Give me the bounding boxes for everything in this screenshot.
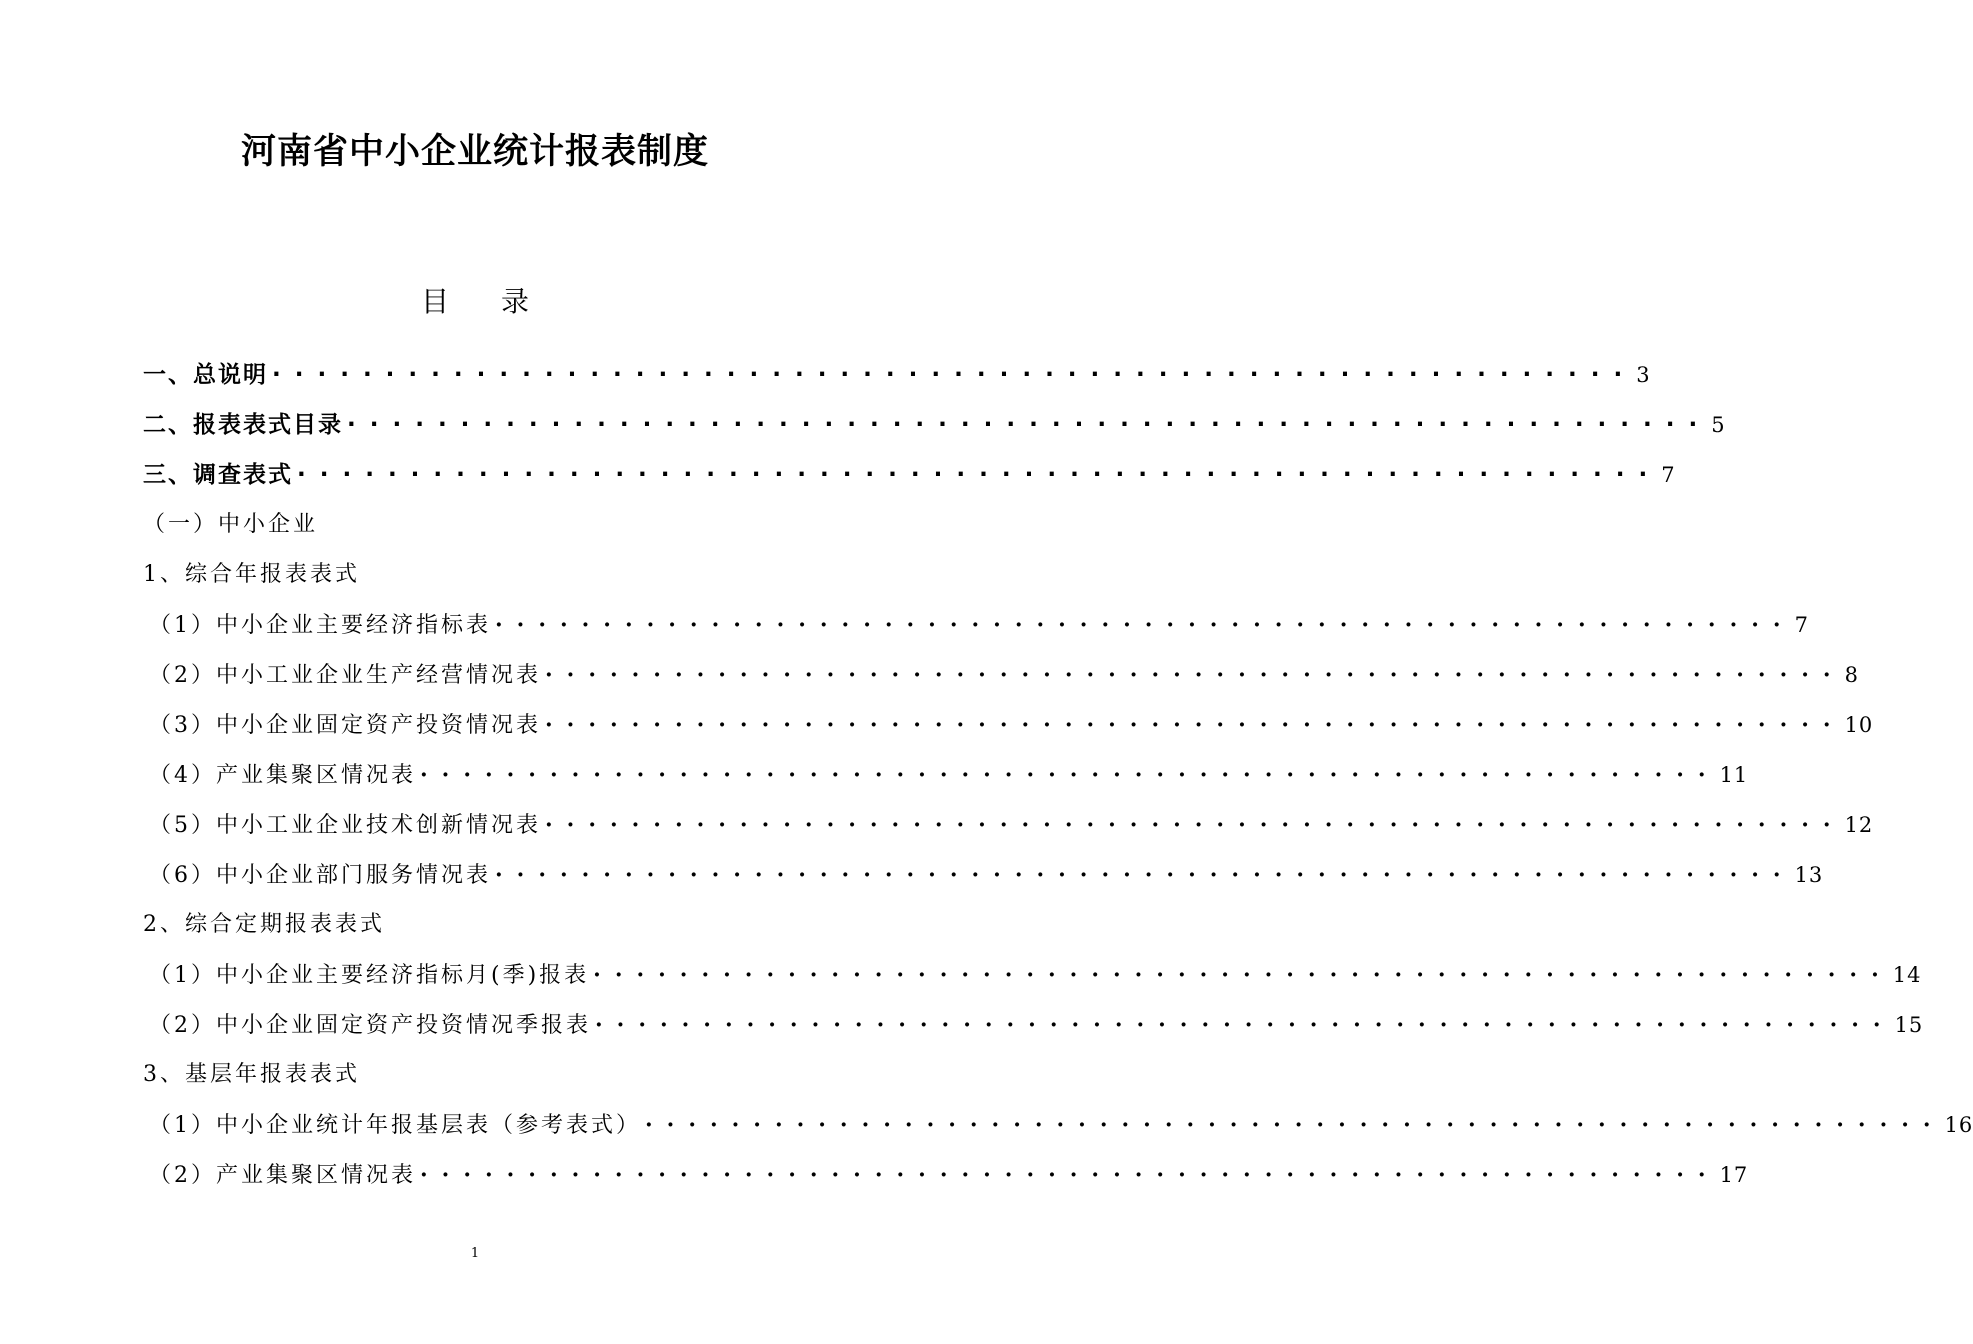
toc-entry-page: 8: [1844, 663, 1859, 687]
toc-dot-leader: ····························································: [545, 812, 1845, 838]
toc-entry-label: （5）中小工业企业技术创新情况表: [149, 813, 541, 838]
toc-entry[interactable]: [143, 500, 837, 550]
toc-entry-page: 5: [1711, 413, 1726, 437]
toc-entry-page: 10: [1844, 713, 1874, 737]
toc-dot-leader: ····························································: [545, 712, 1845, 738]
toc-entry[interactable]: [143, 400, 1726, 450]
toc-dot-leader: ····························································: [595, 1012, 1895, 1038]
toc-heading-right: 录: [501, 285, 530, 318]
toc-entry[interactable]: [143, 600, 1809, 650]
toc-entry-label: （一）中小企业: [143, 512, 319, 537]
toc-dot-leader: ····························································: [420, 762, 1720, 788]
toc-heading: [0, 282, 950, 322]
toc-dot-leader: ····························································: [420, 1162, 1720, 1188]
toc-entry-page: 15: [1894, 1013, 1924, 1037]
toc-entry-label: 1、综合年报表表式: [143, 562, 360, 587]
toc-entry-label: （6）中小企业部门服务情况表: [149, 863, 491, 888]
toc-entry-label: （2）产业集聚区情况表: [149, 1163, 416, 1188]
toc-entry-label: （2）中小企业固定资产投资情况季报表: [149, 1013, 591, 1038]
toc-dot-leader: ····························································: [495, 612, 1795, 638]
toc-entry-page: 11: [1719, 763, 1749, 787]
toc-entry[interactable]: [143, 650, 1859, 700]
toc-dot-leader: ····························································: [645, 1112, 1945, 1138]
toc-entry[interactable]: [143, 1150, 1749, 1200]
toc-heading-left: 目: [420, 285, 449, 318]
toc-entry[interactable]: [143, 800, 1874, 850]
toc-entry-page: 12: [1844, 813, 1874, 837]
toc-entry-label: （4）产业集聚区情况表: [149, 763, 416, 788]
toc-entry-label: （1）中小企业主要经济指标表: [149, 613, 491, 638]
toc-entry-page: 17: [1719, 1163, 1749, 1187]
toc-entry[interactable]: [143, 900, 837, 950]
toc-entry[interactable]: [143, 700, 1874, 750]
toc-entry[interactable]: [143, 1000, 1924, 1050]
toc-entry-page: 7: [1794, 613, 1809, 637]
toc-dot-leader: ····························································: [495, 862, 1795, 888]
toc-entry[interactable]: [143, 750, 1749, 800]
table-of-contents: [143, 350, 1973, 1200]
toc-dot-leader: ····························································: [347, 412, 1712, 438]
toc-entry-label: 三、调查表式: [143, 462, 293, 488]
toc-entry[interactable]: [143, 1050, 837, 1100]
toc-entry-label: （2）中小工业企业生产经营情况表: [149, 663, 541, 688]
toc-dot-leader: ····························································: [272, 362, 1637, 388]
toc-dot-leader: ····························································: [297, 462, 1662, 488]
toc-entry-label: （1）中小企业统计年报基层表（参考表式）: [149, 1113, 641, 1138]
document-title: 河南省中小企业统计报表制度: [240, 132, 709, 172]
toc-entry-label: 3、基层年报表表式: [143, 1062, 360, 1087]
toc-entry-page: 13: [1794, 863, 1824, 887]
toc-entry-label: （1）中小企业主要经济指标月(季)报表: [149, 963, 590, 988]
page-number: 1: [470, 1246, 480, 1261]
toc-entry-page: 7: [1661, 463, 1676, 487]
toc-dot-leader: ····························································: [545, 662, 1845, 688]
toc-dot-leader: ····························································: [593, 962, 1893, 988]
toc-entry-page: 3: [1636, 363, 1651, 387]
toc-entry[interactable]: [143, 550, 837, 600]
toc-entry-label: 二、报表表式目录: [143, 412, 343, 438]
toc-entry[interactable]: [143, 450, 1676, 500]
toc-entry[interactable]: [143, 950, 1922, 1000]
toc-entry-label: 2、综合定期报表表式: [143, 912, 385, 937]
toc-entry-label: （3）中小企业固定资产投资情况表: [149, 713, 541, 738]
toc-entry[interactable]: [143, 850, 1824, 900]
toc-entry[interactable]: [143, 350, 1651, 400]
toc-entry-label: 一、总说明: [143, 362, 268, 388]
toc-entry-page: 16: [1944, 1113, 1973, 1137]
toc-entry[interactable]: [143, 1100, 1973, 1150]
toc-entry-page: 14: [1892, 963, 1922, 987]
